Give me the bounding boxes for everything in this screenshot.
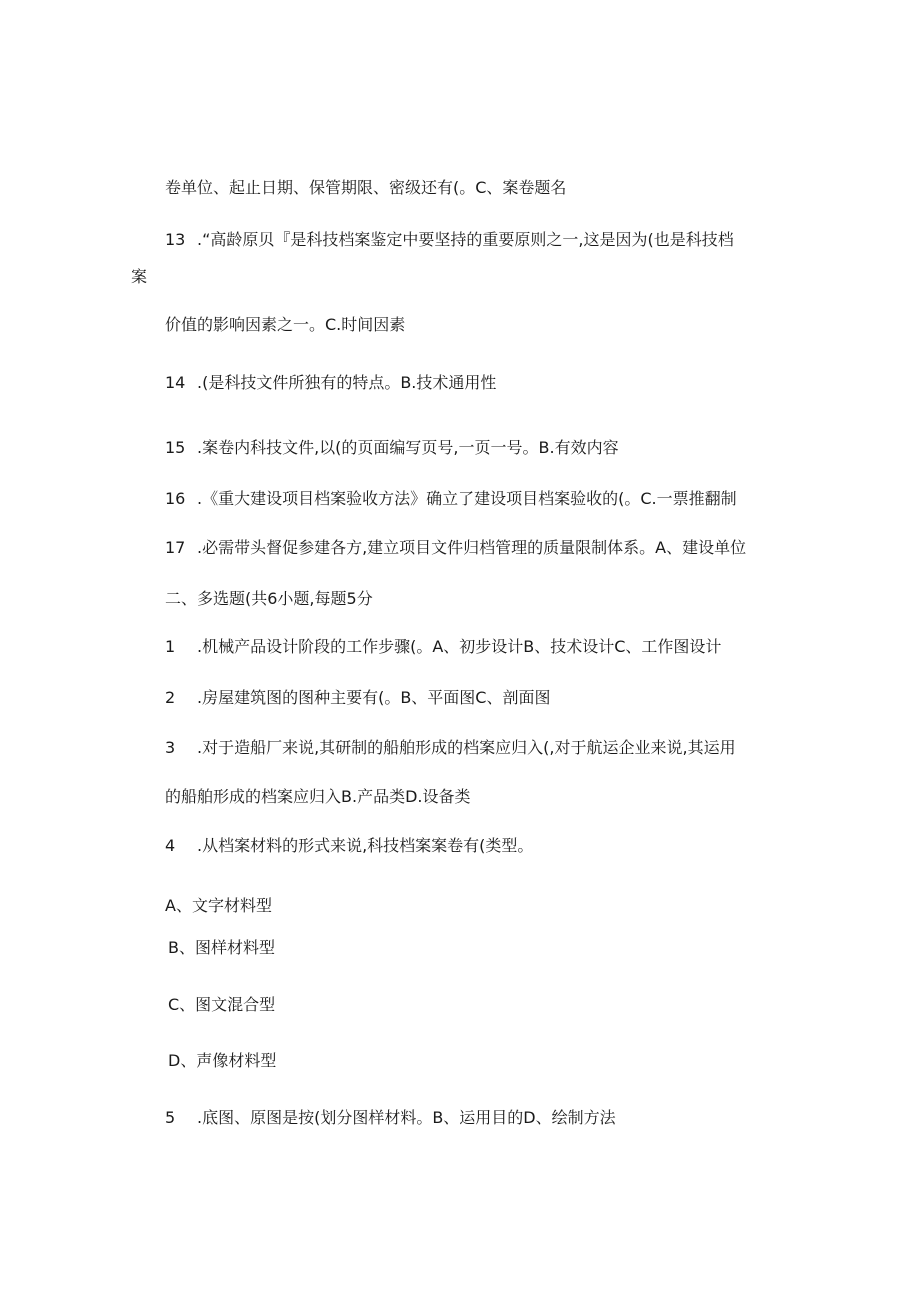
question-1: 1 .机械产品设计阶段的工作步骤(。A、初步设计B、技术设计C、工作图设计 <box>165 637 722 656</box>
question-17: 17 .必需带头督促参建各方,建立项目文件归档管理的质量限制体系。A、建设单位 <box>165 538 747 557</box>
question-14: 14 .(是科技文件所独有的特点。B.技术通用性 <box>165 373 497 392</box>
question-2: 2 .房屋建筑图的图种主要有(。B、平面图C、剖面图 <box>165 688 551 707</box>
option-a: A、文字材料型 <box>165 896 272 915</box>
question-number: 13 <box>165 230 186 249</box>
question-13: 13 .“高龄原贝『是科技档案鉴定中要坚持的重要原则之一,这是因为(也是科技档 <box>165 230 734 249</box>
question-number: 3 <box>165 738 176 757</box>
question-5: 5 .底图、原图是按(划分图样材料。B、运用目的D、绘制方法 <box>165 1108 616 1127</box>
question-16: 16 .《重大建设项目档案验收方法》确立了建设项目档案验收的(。C.一票推翻制 <box>165 489 737 508</box>
section-heading: 二、多选题(共6小题,每题5分 <box>165 589 373 608</box>
option-c: C、图文混合型 <box>168 995 276 1014</box>
text-line: 案 <box>131 267 148 286</box>
question-number: 5 <box>165 1108 176 1127</box>
text-line: 卷单位、起止日期、保管期限、密级还有(。C、案卷题名 <box>165 178 567 197</box>
question-15: 15 .案卷内科技文件,以(的页面编写页号,一页一号。B.有效内容 <box>165 438 619 457</box>
question-number: 4 <box>165 836 176 855</box>
text-line: 价值的影响因素之一。C.时间因素 <box>165 315 406 334</box>
question-number: 2 <box>165 688 176 707</box>
question-number: 14 <box>165 373 186 392</box>
option-b: B、图样材料型 <box>168 938 275 957</box>
question-number: 1 <box>165 637 176 656</box>
question-number: 16 <box>165 489 186 508</box>
text-line: 的船舶形成的档案应归入B.产品类D.设备类 <box>165 787 471 806</box>
question-4: 4 .从档案材料的形式来说,科技档案案卷有(类型。 <box>165 836 534 855</box>
option-d: D、声像材料型 <box>168 1051 277 1070</box>
question-number: 15 <box>165 438 186 457</box>
question-3: 3 .对于造船厂来说,其研制的船舶形成的档案应归入(,对于航运企业来说,其运用 <box>165 738 736 757</box>
question-number: 17 <box>165 538 186 557</box>
